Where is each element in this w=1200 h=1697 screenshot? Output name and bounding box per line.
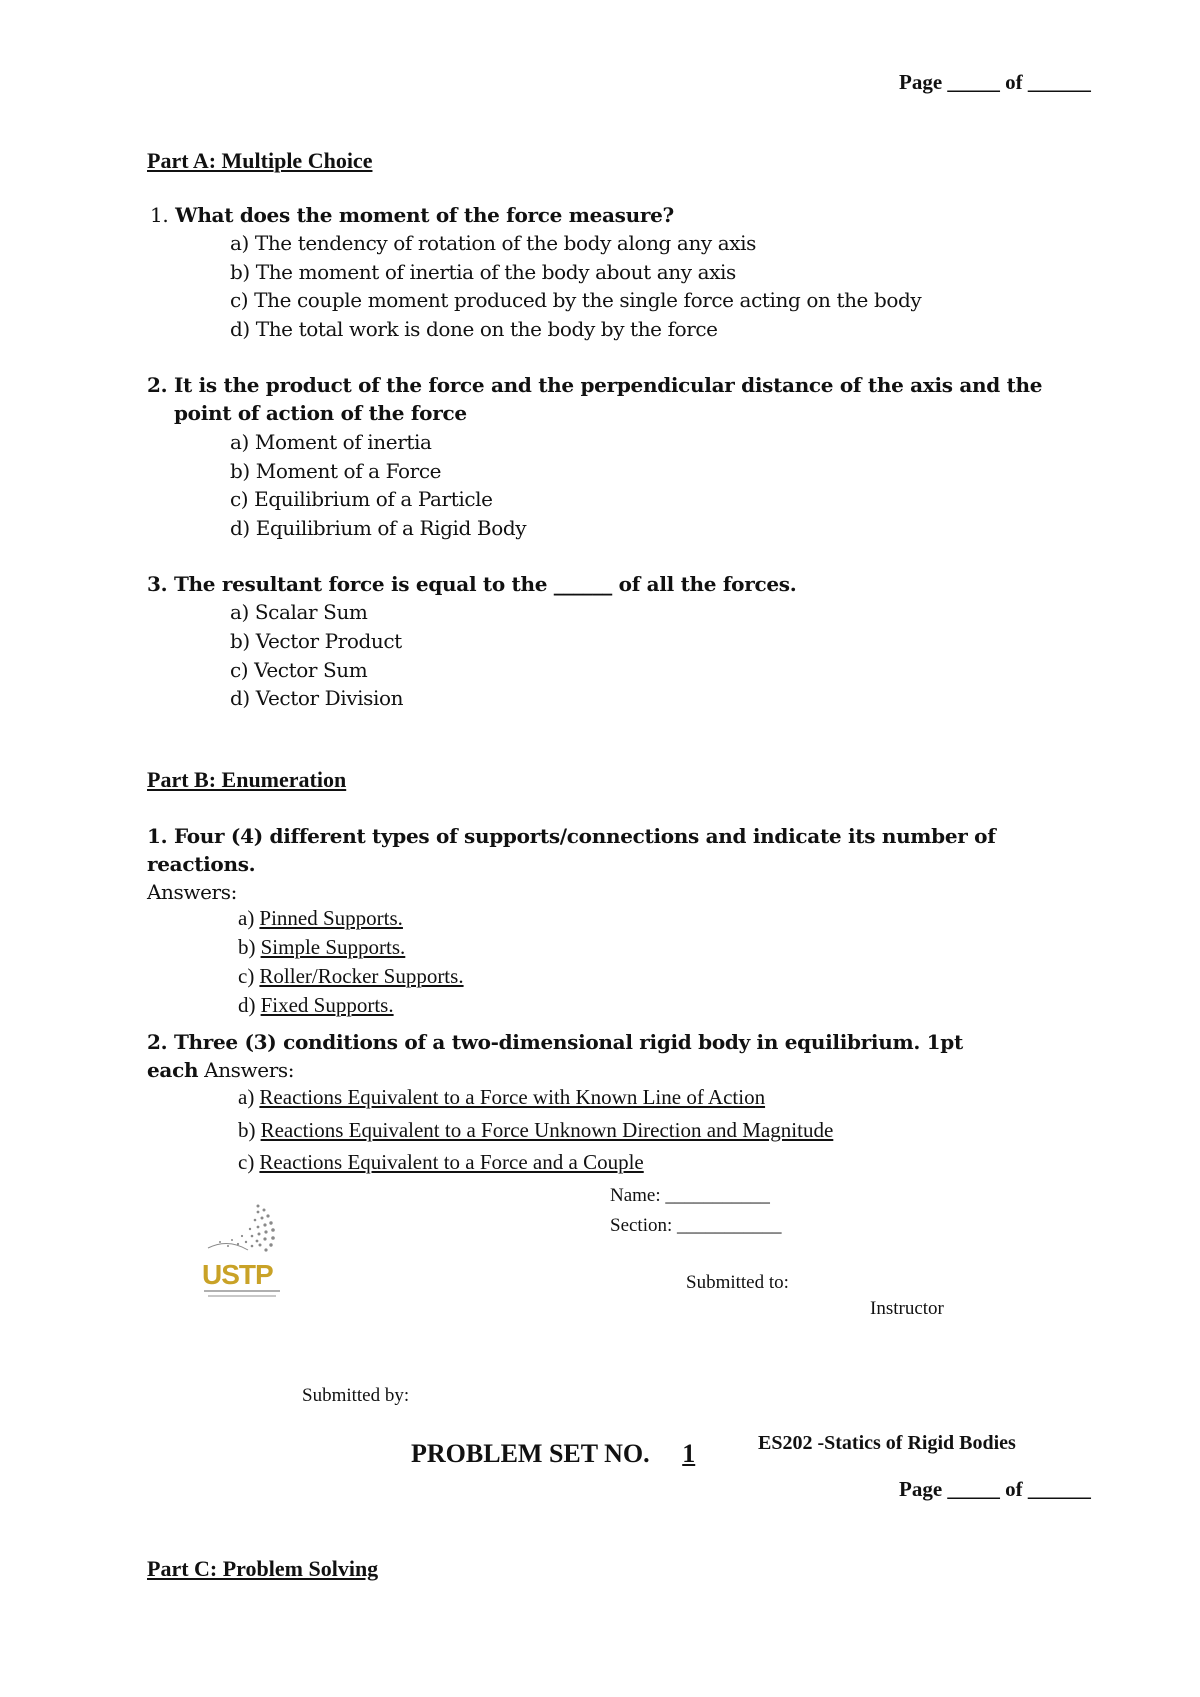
answer-letter: c) xyxy=(238,964,255,988)
answer-letter: d) xyxy=(238,993,256,1017)
question-text: The resultant force is equal to the ______ of all the forces. xyxy=(173,572,797,596)
name-field: Name: ___________ xyxy=(610,1185,770,1206)
answer-letter: b) xyxy=(238,1118,256,1142)
problem-set-number: 1 xyxy=(682,1439,696,1468)
option-1a: a) The tendency of rotation of the body along any axis xyxy=(230,231,757,255)
answer-letter: a) xyxy=(238,906,255,930)
answer-text: Pinned Supports. xyxy=(259,906,403,930)
option-2c: c) Equilibrium of a Particle xyxy=(230,487,493,511)
option-2d: d) Equilibrium of a Rigid Body xyxy=(230,516,527,540)
enum-answer-2a xyxy=(238,1085,765,1110)
answer-letter: c) xyxy=(238,1150,255,1174)
answer-text: Roller/Rocker Supports. xyxy=(259,964,464,988)
ustp-logo xyxy=(198,1198,288,1310)
part-b-title: Part B: Enumeration xyxy=(147,767,347,792)
question-text-bold: each xyxy=(147,1058,199,1082)
course-title: ES202 -Statics of Rigid Bodies xyxy=(758,1432,1016,1454)
option-3c: c) Vector Sum xyxy=(230,658,368,682)
option-2a: a) Moment of inertia xyxy=(230,430,432,454)
question-text: What does the moment of the force measure? xyxy=(175,203,674,227)
section-field: Section: ___________ xyxy=(610,1215,782,1236)
question-1 xyxy=(150,203,674,227)
option-3b: b) Vector Product xyxy=(230,629,402,653)
answer-text: Reactions Equivalent to a Force and a Couple xyxy=(259,1150,644,1174)
enum-answer-2c xyxy=(238,1150,644,1175)
option-3d: d) Vector Division xyxy=(230,686,404,710)
enum-answer-1c xyxy=(238,964,464,989)
enum-question-2-line2 xyxy=(147,1058,294,1082)
answer-text: Fixed Supports. xyxy=(260,993,394,1017)
answers-label: Answers: xyxy=(147,880,237,904)
enum-answer-1a xyxy=(238,906,403,931)
problem-set-title xyxy=(411,1439,723,1469)
answer-letter: b) xyxy=(238,935,256,959)
answers-label: Answers: xyxy=(198,1058,295,1082)
question-number: 1. xyxy=(150,203,169,227)
instructor-label: Instructor xyxy=(870,1298,944,1319)
question-2 xyxy=(147,373,1042,397)
page-number-header: Page _____ of ______ xyxy=(899,70,1091,94)
option-3a: a) Scalar Sum xyxy=(230,600,368,624)
enum-question-1: 1. Four (4) different types of supports/connections and indicate its number of xyxy=(147,824,996,848)
question-2-line2: point of action of the force xyxy=(174,401,467,425)
enum-question-2: 2. Three (3) conditions of a two-dimensional rigid body in equilibrium. 1pt xyxy=(147,1030,963,1054)
option-1d: d) The total work is done on the body by the force xyxy=(230,317,718,341)
problem-set-label: PROBLEM SET NO. xyxy=(411,1439,650,1468)
logo-wordmark: USTP xyxy=(202,1259,273,1290)
submitted-to-label: Submitted to: xyxy=(686,1272,789,1293)
question-3 xyxy=(147,572,796,596)
option-2b: b) Moment of a Force xyxy=(230,459,442,483)
answer-text: Simple Supports. xyxy=(260,935,406,959)
answer-letter: a) xyxy=(238,1085,255,1109)
question-number: 3. xyxy=(147,572,168,596)
answer-text: Reactions Equivalent to a Force with Known Line of Action xyxy=(259,1085,766,1109)
option-1b: b) The moment of inertia of the body about any axis xyxy=(230,260,736,284)
part-c-title: Part C: Problem Solving xyxy=(147,1556,379,1581)
submitted-by-label: Submitted by: xyxy=(302,1385,410,1406)
page-number-footer: Page _____ of ______ xyxy=(899,1477,1091,1501)
enum-answer-1d xyxy=(238,993,394,1018)
question-text: It is the product of the force and the perpendicular distance of the axis and the xyxy=(173,373,1043,397)
enum-question-1-line2: reactions. xyxy=(147,852,256,876)
question-number: 2. xyxy=(147,373,168,397)
enum-answer-2b xyxy=(238,1118,833,1143)
part-a-title: Part A: Multiple Choice xyxy=(147,148,373,173)
logo-wing-icon xyxy=(219,1205,275,1252)
enum-answer-1b xyxy=(238,935,405,960)
answer-text: Reactions Equivalent to a Force Unknown Direction and Magnitude xyxy=(260,1118,834,1142)
option-1c: c) The couple moment produced by the single force acting on the body xyxy=(230,288,922,312)
